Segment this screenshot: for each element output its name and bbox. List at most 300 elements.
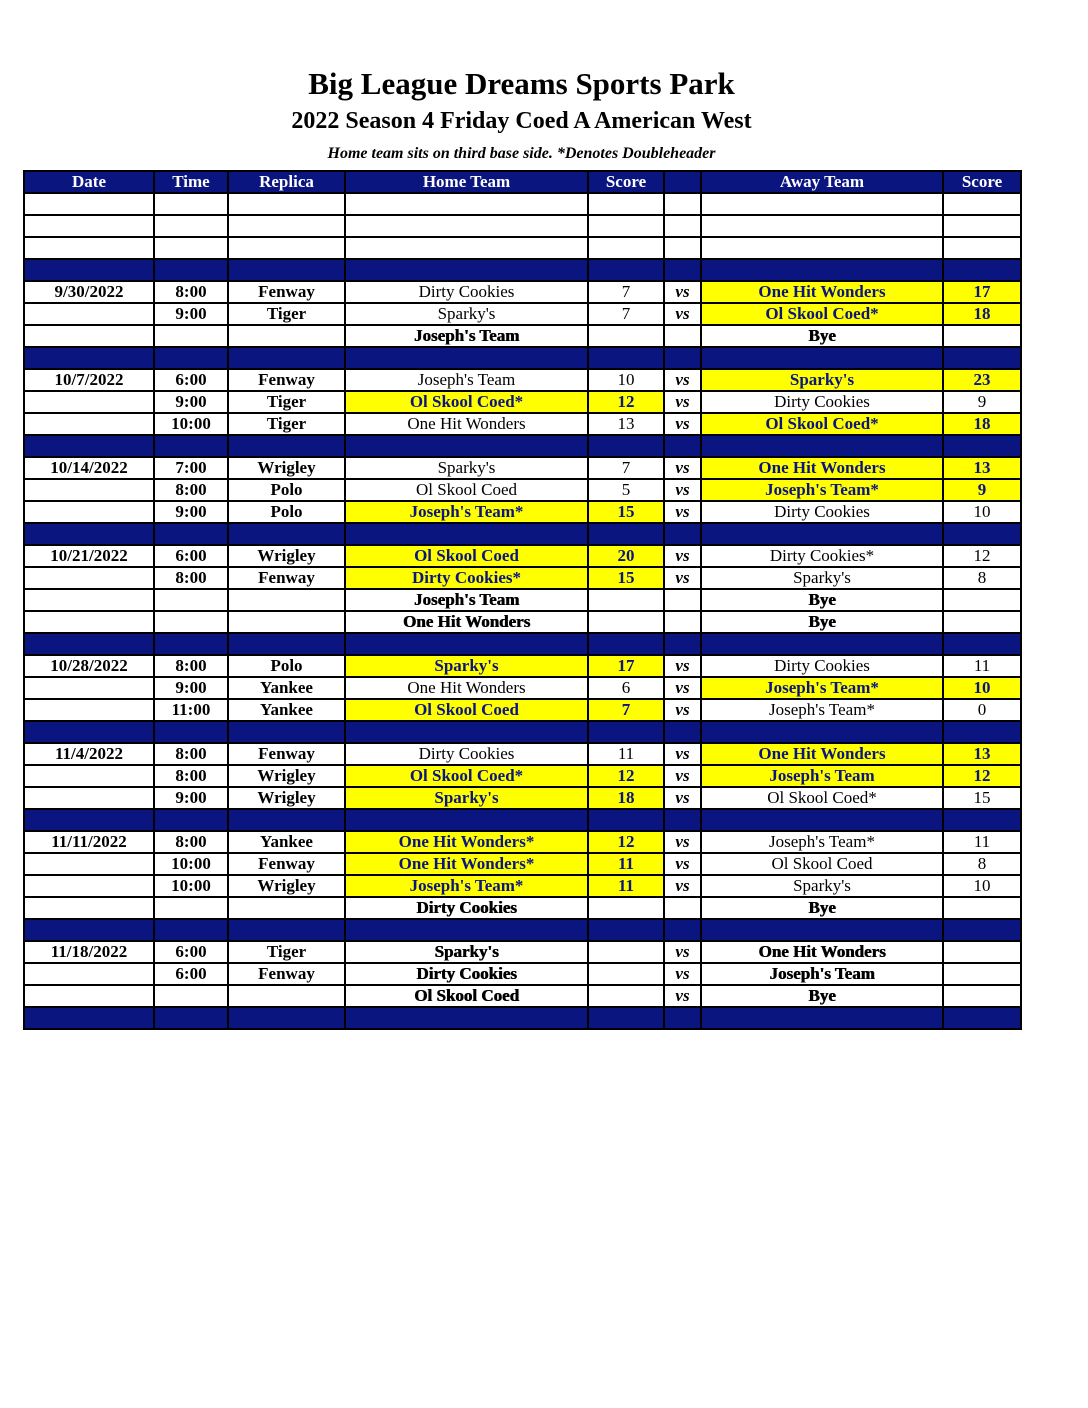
game-row bbox=[24, 853, 1021, 875]
separator-cell bbox=[154, 259, 228, 281]
separator-cell bbox=[228, 633, 345, 655]
away-team-cell: Joseph's Team* bbox=[701, 479, 943, 501]
away-score-cell: 15 bbox=[943, 787, 1021, 809]
blank-cell bbox=[588, 193, 664, 215]
vs-cell: vs bbox=[664, 787, 701, 809]
away-team-cell: Bye bbox=[701, 589, 943, 611]
away-score-cell: 9 bbox=[943, 479, 1021, 501]
replica-cell: Yankee bbox=[228, 699, 345, 721]
home-team-cell: Ol Skool Coed bbox=[345, 545, 588, 567]
time-cell: 10:00 bbox=[154, 413, 228, 435]
away-team-cell: Sparky's bbox=[701, 567, 943, 589]
bye-row bbox=[24, 589, 1021, 611]
separator-cell bbox=[154, 919, 228, 941]
date-cell bbox=[24, 765, 154, 787]
home-team-cell: One Hit Wonders bbox=[345, 611, 588, 633]
separator-cell bbox=[24, 809, 154, 831]
vs-cell: vs bbox=[664, 743, 701, 765]
replica-cell: Polo bbox=[228, 655, 345, 677]
time-cell: 8:00 bbox=[154, 743, 228, 765]
away-team-cell: One Hit Wonders bbox=[701, 743, 943, 765]
date-cell bbox=[24, 853, 154, 875]
separator-cell bbox=[701, 259, 943, 281]
blank-row bbox=[24, 237, 1021, 259]
vs-cell: vs bbox=[664, 963, 701, 985]
away-score-cell bbox=[943, 985, 1021, 1007]
week-separator-row bbox=[24, 435, 1021, 457]
home-score-cell bbox=[588, 963, 664, 985]
replica-cell: Tiger bbox=[228, 391, 345, 413]
home-score-cell: 17 bbox=[588, 655, 664, 677]
separator-cell bbox=[345, 809, 588, 831]
home-score-cell: 15 bbox=[588, 501, 664, 523]
blank-cell bbox=[701, 237, 943, 259]
home-team-cell: Ol Skool Coed bbox=[345, 699, 588, 721]
separator-cell bbox=[228, 721, 345, 743]
blank-cell bbox=[701, 193, 943, 215]
home-team-cell: One Hit Wonders bbox=[345, 677, 588, 699]
away-score-cell bbox=[943, 611, 1021, 633]
home-team-cell: Dirty Cookies bbox=[345, 743, 588, 765]
date-cell: 11/11/2022 bbox=[24, 831, 154, 853]
separator-cell bbox=[664, 259, 701, 281]
separator-cell bbox=[588, 633, 664, 655]
blank-cell bbox=[664, 215, 701, 237]
home-score-cell bbox=[588, 611, 664, 633]
replica-cell: Wrigley bbox=[228, 875, 345, 897]
week-separator-row bbox=[24, 523, 1021, 545]
home-score-cell: 12 bbox=[588, 391, 664, 413]
date-cell: 10/21/2022 bbox=[24, 545, 154, 567]
separator-cell bbox=[701, 633, 943, 655]
date-cell bbox=[24, 501, 154, 523]
replica-cell: Polo bbox=[228, 501, 345, 523]
separator-cell bbox=[588, 259, 664, 281]
home-score-cell: 11 bbox=[588, 853, 664, 875]
game-row bbox=[24, 765, 1021, 787]
week-separator-row bbox=[24, 919, 1021, 941]
separator-cell bbox=[345, 1007, 588, 1029]
away-score-cell: 13 bbox=[943, 743, 1021, 765]
separator-cell bbox=[345, 919, 588, 941]
away-score-cell: 9 bbox=[943, 391, 1021, 413]
home-team-cell: Ol Skool Coed* bbox=[345, 391, 588, 413]
time-cell: 10:00 bbox=[154, 853, 228, 875]
home-score-cell: 7 bbox=[588, 699, 664, 721]
vs-cell: vs bbox=[664, 875, 701, 897]
away-team-cell: Sparky's bbox=[701, 875, 943, 897]
separator-cell bbox=[228, 435, 345, 457]
blank-row bbox=[24, 193, 1021, 215]
time-cell: 6:00 bbox=[154, 963, 228, 985]
replica-cell: Wrigley bbox=[228, 787, 345, 809]
separator-cell bbox=[701, 347, 943, 369]
home-score-cell: 13 bbox=[588, 413, 664, 435]
separator-cell bbox=[24, 259, 154, 281]
time-cell: 8:00 bbox=[154, 831, 228, 853]
home-team-cell: One Hit Wonders bbox=[345, 413, 588, 435]
date-cell: 11/4/2022 bbox=[24, 743, 154, 765]
bye-row bbox=[24, 325, 1021, 347]
separator-cell bbox=[345, 523, 588, 545]
time-cell: 8:00 bbox=[154, 655, 228, 677]
date-cell bbox=[24, 875, 154, 897]
separator-cell bbox=[943, 435, 1021, 457]
away-score-cell: 18 bbox=[943, 413, 1021, 435]
date-cell: 9/30/2022 bbox=[24, 281, 154, 303]
time-cell: 9:00 bbox=[154, 501, 228, 523]
away-score-cell: 10 bbox=[943, 677, 1021, 699]
blank-cell bbox=[588, 215, 664, 237]
column-header-away-score: Score bbox=[943, 171, 1021, 193]
away-team-cell: Joseph's Team* bbox=[701, 699, 943, 721]
home-team-cell: Sparky's bbox=[345, 941, 588, 963]
column-header-home-team: Home Team bbox=[345, 171, 588, 193]
separator-cell bbox=[228, 809, 345, 831]
vs-cell bbox=[664, 589, 701, 611]
blank-cell bbox=[154, 237, 228, 259]
home-team-cell: Joseph's Team bbox=[345, 369, 588, 391]
time-cell: 8:00 bbox=[154, 479, 228, 501]
home-score-cell: 7 bbox=[588, 281, 664, 303]
separator-cell bbox=[154, 435, 228, 457]
home-team-cell: Sparky's bbox=[345, 457, 588, 479]
separator-cell bbox=[588, 347, 664, 369]
vs-cell bbox=[664, 325, 701, 347]
date-cell bbox=[24, 589, 154, 611]
separator-cell bbox=[228, 1007, 345, 1029]
home-score-cell: 12 bbox=[588, 765, 664, 787]
game-row bbox=[24, 787, 1021, 809]
home-score-cell: 18 bbox=[588, 787, 664, 809]
game-row bbox=[24, 303, 1021, 325]
date-cell bbox=[24, 391, 154, 413]
date-cell: 11/18/2022 bbox=[24, 941, 154, 963]
game-row bbox=[24, 831, 1021, 853]
replica-cell: Yankee bbox=[228, 831, 345, 853]
blank-row bbox=[24, 215, 1021, 237]
separator-cell bbox=[345, 259, 588, 281]
game-row bbox=[24, 391, 1021, 413]
replica-cell bbox=[228, 325, 345, 347]
separator-cell bbox=[154, 721, 228, 743]
separator-cell bbox=[154, 347, 228, 369]
replica-cell: Tiger bbox=[228, 303, 345, 325]
separator-cell bbox=[345, 633, 588, 655]
blank-cell bbox=[154, 193, 228, 215]
replica-cell bbox=[228, 897, 345, 919]
date-cell bbox=[24, 325, 154, 347]
replica-cell: Yankee bbox=[228, 677, 345, 699]
separator-cell bbox=[664, 523, 701, 545]
separator-cell bbox=[943, 919, 1021, 941]
home-score-cell bbox=[588, 589, 664, 611]
time-cell: 9:00 bbox=[154, 677, 228, 699]
bye-row bbox=[24, 611, 1021, 633]
separator-cell bbox=[24, 919, 154, 941]
separator-cell bbox=[701, 919, 943, 941]
replica-cell: Fenway bbox=[228, 369, 345, 391]
separator-cell bbox=[24, 347, 154, 369]
blank-cell bbox=[24, 237, 154, 259]
separator-cell bbox=[664, 1007, 701, 1029]
separator-cell bbox=[228, 919, 345, 941]
replica-cell: Wrigley bbox=[228, 545, 345, 567]
home-score-cell: 10 bbox=[588, 369, 664, 391]
date-cell bbox=[24, 985, 154, 1007]
separator-cell bbox=[943, 809, 1021, 831]
blank-cell bbox=[588, 237, 664, 259]
separator-cell bbox=[588, 721, 664, 743]
game-row bbox=[24, 875, 1021, 897]
game-row bbox=[24, 413, 1021, 435]
separator-cell bbox=[588, 435, 664, 457]
away-score-cell: 11 bbox=[943, 655, 1021, 677]
separator-cell bbox=[588, 919, 664, 941]
home-team-cell: One Hit Wonders* bbox=[345, 831, 588, 853]
separator-cell bbox=[664, 633, 701, 655]
time-cell: 8:00 bbox=[154, 281, 228, 303]
blank-cell bbox=[228, 237, 345, 259]
date-cell bbox=[24, 787, 154, 809]
away-team-cell: Ol Skool Coed bbox=[701, 853, 943, 875]
date-cell bbox=[24, 611, 154, 633]
date-cell bbox=[24, 413, 154, 435]
away-score-cell: 13 bbox=[943, 457, 1021, 479]
week-separator-row bbox=[24, 259, 1021, 281]
vs-cell: vs bbox=[664, 545, 701, 567]
away-score-cell: 18 bbox=[943, 303, 1021, 325]
home-team-cell: Sparky's bbox=[345, 655, 588, 677]
date-cell bbox=[24, 897, 154, 919]
blank-cell bbox=[345, 193, 588, 215]
home-team-cell: Joseph's Team* bbox=[345, 501, 588, 523]
column-header-date: Date bbox=[24, 171, 154, 193]
time-cell: 9:00 bbox=[154, 391, 228, 413]
time-cell: 6:00 bbox=[154, 369, 228, 391]
away-score-cell bbox=[943, 941, 1021, 963]
vs-cell bbox=[664, 897, 701, 919]
week-separator-row bbox=[24, 1007, 1021, 1029]
away-team-cell: Joseph's Team* bbox=[701, 677, 943, 699]
column-header-replica: Replica bbox=[228, 171, 345, 193]
vs-cell: vs bbox=[664, 567, 701, 589]
time-cell bbox=[154, 325, 228, 347]
separator-cell bbox=[588, 523, 664, 545]
time-cell: 9:00 bbox=[154, 303, 228, 325]
separator-cell bbox=[228, 259, 345, 281]
vs-cell: vs bbox=[664, 985, 701, 1007]
replica-cell: Tiger bbox=[228, 413, 345, 435]
separator-cell bbox=[664, 721, 701, 743]
date-cell bbox=[24, 699, 154, 721]
separator-cell bbox=[943, 523, 1021, 545]
week-separator-row bbox=[24, 633, 1021, 655]
replica-cell: Tiger bbox=[228, 941, 345, 963]
away-score-cell: 10 bbox=[943, 875, 1021, 897]
separator-cell bbox=[345, 435, 588, 457]
replica-cell: Fenway bbox=[228, 963, 345, 985]
away-team-cell: Ol Skool Coed* bbox=[701, 413, 943, 435]
time-cell: 8:00 bbox=[154, 567, 228, 589]
game-row bbox=[24, 545, 1021, 567]
separator-cell bbox=[664, 347, 701, 369]
time-cell: 10:00 bbox=[154, 875, 228, 897]
separator-cell bbox=[701, 1007, 943, 1029]
week-separator-row bbox=[24, 347, 1021, 369]
schedule-table bbox=[23, 170, 1022, 1030]
away-score-cell: 11 bbox=[943, 831, 1021, 853]
home-team-cell: Joseph's Team bbox=[345, 325, 588, 347]
replica-cell: Fenway bbox=[228, 281, 345, 303]
separator-cell bbox=[24, 721, 154, 743]
separator-cell bbox=[154, 633, 228, 655]
away-team-cell: One Hit Wonders bbox=[701, 941, 943, 963]
away-score-cell: 8 bbox=[943, 567, 1021, 589]
vs-cell: vs bbox=[664, 699, 701, 721]
away-team-cell: Bye bbox=[701, 611, 943, 633]
blank-cell bbox=[345, 237, 588, 259]
vs-cell: vs bbox=[664, 281, 701, 303]
home-score-cell: 12 bbox=[588, 831, 664, 853]
blank-cell bbox=[664, 237, 701, 259]
blank-cell bbox=[943, 237, 1021, 259]
separator-cell bbox=[943, 259, 1021, 281]
away-score-cell: 0 bbox=[943, 699, 1021, 721]
home-team-cell: Ol Skool Coed bbox=[345, 479, 588, 501]
date-cell bbox=[24, 677, 154, 699]
vs-cell: vs bbox=[664, 391, 701, 413]
home-score-cell: 7 bbox=[588, 303, 664, 325]
separator-cell bbox=[588, 1007, 664, 1029]
vs-cell: vs bbox=[664, 765, 701, 787]
separator-cell bbox=[154, 809, 228, 831]
scheduled-row bbox=[24, 941, 1021, 963]
vs-cell: vs bbox=[664, 655, 701, 677]
date-cell bbox=[24, 303, 154, 325]
away-team-cell: Bye bbox=[701, 897, 943, 919]
away-score-cell: 10 bbox=[943, 501, 1021, 523]
date-cell bbox=[24, 567, 154, 589]
time-cell: 8:00 bbox=[154, 765, 228, 787]
time-cell: 9:00 bbox=[154, 787, 228, 809]
date-cell: 10/14/2022 bbox=[24, 457, 154, 479]
separator-cell bbox=[24, 633, 154, 655]
separator-cell bbox=[943, 633, 1021, 655]
separator-cell bbox=[701, 721, 943, 743]
away-score-cell bbox=[943, 897, 1021, 919]
game-row bbox=[24, 699, 1021, 721]
home-team-cell: Sparky's bbox=[345, 303, 588, 325]
page-title: Big League Dreams Sports Park bbox=[308, 66, 735, 101]
away-team-cell: Joseph's Team bbox=[701, 963, 943, 985]
replica-cell: Wrigley bbox=[228, 457, 345, 479]
home-score-cell: 11 bbox=[588, 743, 664, 765]
separator-cell bbox=[345, 721, 588, 743]
time-cell: 7:00 bbox=[154, 457, 228, 479]
game-row bbox=[24, 677, 1021, 699]
home-score-cell: 15 bbox=[588, 567, 664, 589]
date-cell bbox=[24, 479, 154, 501]
home-score-cell: 5 bbox=[588, 479, 664, 501]
home-team-cell: Sparky's bbox=[345, 787, 588, 809]
column-header-time: Time bbox=[154, 171, 228, 193]
blank-cell bbox=[24, 215, 154, 237]
separator-cell bbox=[24, 1007, 154, 1029]
home-team-cell: Joseph's Team bbox=[345, 589, 588, 611]
time-cell bbox=[154, 611, 228, 633]
vs-cell: vs bbox=[664, 369, 701, 391]
home-score-cell: 6 bbox=[588, 677, 664, 699]
away-team-cell: Bye bbox=[701, 325, 943, 347]
blank-cell bbox=[228, 215, 345, 237]
game-row bbox=[24, 567, 1021, 589]
replica-cell: Wrigley bbox=[228, 765, 345, 787]
replica-cell: Fenway bbox=[228, 743, 345, 765]
away-score-cell: 23 bbox=[943, 369, 1021, 391]
blank-cell bbox=[701, 215, 943, 237]
home-score-cell bbox=[588, 941, 664, 963]
away-team-cell: One Hit Wonders bbox=[701, 281, 943, 303]
separator-cell bbox=[154, 523, 228, 545]
scheduled-row bbox=[24, 985, 1021, 1007]
home-team-cell: Dirty Cookies bbox=[345, 281, 588, 303]
scheduled-row bbox=[24, 963, 1021, 985]
separator-cell bbox=[664, 919, 701, 941]
blank-cell bbox=[943, 215, 1021, 237]
separator-cell bbox=[588, 809, 664, 831]
vs-cell: vs bbox=[664, 303, 701, 325]
separator-cell bbox=[24, 523, 154, 545]
separator-cell bbox=[154, 1007, 228, 1029]
away-team-cell: Ol Skool Coed* bbox=[701, 303, 943, 325]
separator-cell bbox=[701, 435, 943, 457]
week-separator-row bbox=[24, 809, 1021, 831]
away-team-cell: Dirty Cookies bbox=[701, 501, 943, 523]
blank-cell bbox=[154, 215, 228, 237]
away-team-cell: One Hit Wonders bbox=[701, 457, 943, 479]
home-score-cell bbox=[588, 985, 664, 1007]
away-score-cell bbox=[943, 963, 1021, 985]
separator-cell bbox=[345, 347, 588, 369]
home-score-cell bbox=[588, 897, 664, 919]
game-row bbox=[24, 479, 1021, 501]
header-row bbox=[24, 171, 1021, 193]
game-row bbox=[24, 457, 1021, 479]
schedule-note: Home team sits on third base side. *Denotes Doubleheader bbox=[327, 145, 716, 162]
replica-cell bbox=[228, 611, 345, 633]
vs-cell: vs bbox=[664, 457, 701, 479]
time-cell: 6:00 bbox=[154, 545, 228, 567]
game-row bbox=[24, 743, 1021, 765]
away-score-cell bbox=[943, 325, 1021, 347]
replica-cell: Polo bbox=[228, 479, 345, 501]
vs-cell: vs bbox=[664, 853, 701, 875]
replica-cell bbox=[228, 985, 345, 1007]
separator-cell bbox=[701, 809, 943, 831]
away-team-cell: Dirty Cookies* bbox=[701, 545, 943, 567]
vs-cell: vs bbox=[664, 479, 701, 501]
away-team-cell: Dirty Cookies bbox=[701, 655, 943, 677]
separator-cell bbox=[943, 1007, 1021, 1029]
date-cell bbox=[24, 963, 154, 985]
home-score-cell bbox=[588, 325, 664, 347]
time-cell: 6:00 bbox=[154, 941, 228, 963]
away-score-cell: 8 bbox=[943, 853, 1021, 875]
separator-cell bbox=[228, 523, 345, 545]
date-cell: 10/28/2022 bbox=[24, 655, 154, 677]
away-team-cell: Sparky's bbox=[701, 369, 943, 391]
